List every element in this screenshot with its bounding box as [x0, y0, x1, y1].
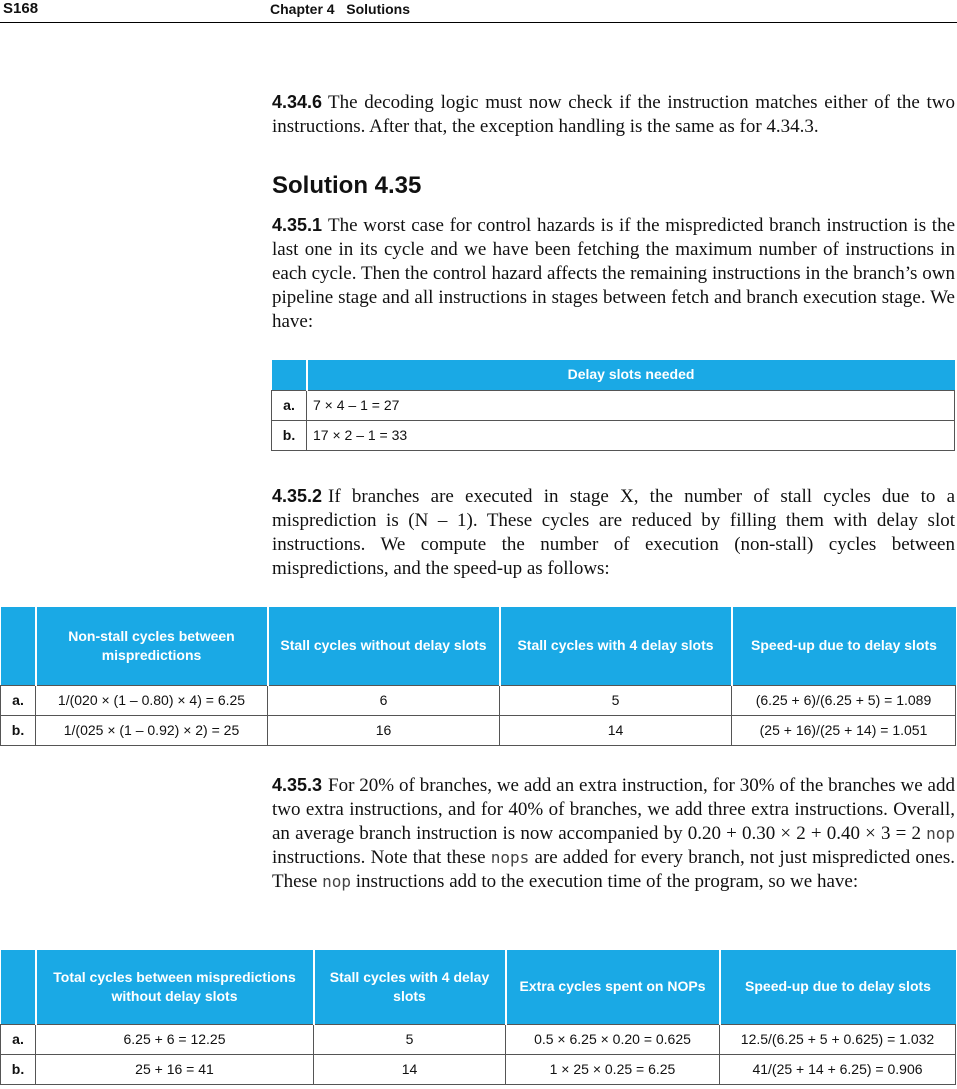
paragraph-number: 4.34.6	[272, 92, 323, 112]
table-row	[1, 715, 956, 745]
table-row	[1, 685, 956, 715]
table-cell: 25 + 16 = 41	[36, 1054, 314, 1084]
paragraph-4-34-6	[272, 90, 955, 139]
table-cell: 1 × 25 × 0.25 = 6.25	[506, 1054, 720, 1084]
table-cell: 1/(020 × (1 – 0.80) × 4) = 6.25	[36, 685, 268, 715]
table-corner	[1, 950, 36, 1024]
row-label: a.	[1, 685, 36, 715]
table-row	[272, 420, 955, 450]
table-row	[1, 1024, 956, 1054]
inline-code: nop	[322, 872, 352, 891]
table-cell: 16	[268, 715, 500, 745]
paragraph-number: 4.35.2	[272, 486, 323, 506]
table-cell: 17 × 2 – 1 = 33	[307, 420, 955, 450]
table-corner	[272, 360, 307, 390]
table-row	[1, 1054, 956, 1084]
table-cell: (25 + 16)/(25 + 14) = 1.051	[732, 715, 956, 745]
solution-title: Solution 4.35	[272, 172, 422, 199]
row-label: b.	[1, 1054, 36, 1084]
paragraph-text: are added for every branch, not just mispredicted ones. These	[272, 847, 956, 892]
paragraph-4-35-3	[272, 773, 955, 894]
paragraph-text: For 20% of branches, we add an extra instruction, for 30% of the branches we add two extra instructions, and for 40% of branches, we add three extra instructions. Overall, an average branch instruction is now accompanied by 0.20 + 0.30 × 2 + 0.40 × 3 = 2	[272, 775, 955, 844]
table-cell: 6	[268, 685, 500, 715]
inline-code: nops	[490, 848, 530, 867]
page-header	[0, 0, 957, 23]
paragraph-4-35-1	[272, 213, 955, 334]
row-label: b.	[272, 420, 307, 450]
table-row	[272, 390, 955, 420]
section-label: Solutions	[346, 1, 411, 17]
inline-code: nop	[926, 824, 956, 843]
table-cell: 41/(25 + 14 + 6.25) = 0.906	[720, 1054, 956, 1084]
column-header: Delay slots needed	[307, 360, 955, 390]
table-cell: 5	[500, 685, 732, 715]
column-header: Speed-up due to delay slots	[720, 950, 956, 1024]
column-header: Non-stall cycles between mispredictions	[36, 607, 268, 685]
column-header: Total cycles between mispredictions without delay slots	[36, 950, 314, 1024]
table-cell: 5	[314, 1024, 506, 1054]
column-header: Stall cycles without delay slots	[268, 607, 500, 685]
table-cell: 7 × 4 – 1 = 27	[307, 390, 955, 420]
table-cell: 14	[500, 715, 732, 745]
table-cell: (6.25 + 6)/(6.25 + 5) = 1.089	[732, 685, 956, 715]
row-label: a.	[1, 1024, 36, 1054]
paragraph-number: 4.35.1	[272, 215, 323, 235]
table-cell: 6.25 + 6 = 12.25	[36, 1024, 314, 1054]
paragraph-number: 4.35.3	[272, 775, 323, 795]
column-header: Stall cycles with 4 delay slots	[314, 950, 506, 1024]
page-number: S168	[3, 0, 39, 17]
table-cell: 12.5/(6.25 + 5 + 0.625) = 1.032	[720, 1024, 956, 1054]
table-cell: 1/(025 × (1 – 0.92) × 2) = 25	[36, 715, 268, 745]
column-header: Extra cycles spent on NOPs	[506, 950, 720, 1024]
chapter-label: Chapter 4	[270, 1, 335, 17]
delay-slots-table	[271, 360, 955, 451]
table-cell: 14	[314, 1054, 506, 1084]
table-cell: 0.5 × 6.25 × 0.20 = 0.625	[506, 1024, 720, 1054]
speedup-table	[0, 607, 956, 746]
paragraph-text: If branches are executed in stage X, the number of stall cycles due to a misprediction is (N – 1). These cycles are reduced by filling them with delay slot instructions. We compute the number of execution (non-stall) cycles between mispredictions, and the speed-up as follows:	[272, 486, 955, 579]
paragraph-text: The decoding logic must now check if the instruction matches either of the two instructions. After that, the exception handling is the same as for 4.34.3.	[272, 92, 955, 137]
nop-speedup-table	[0, 950, 956, 1085]
column-header: Stall cycles with 4 delay slots	[500, 607, 732, 685]
paragraph-text: instructions add to the execution time of the program, so we have:	[355, 871, 859, 892]
column-header: Speed-up due to delay slots	[732, 607, 956, 685]
row-label: b.	[1, 715, 36, 745]
paragraph-4-35-2	[272, 484, 955, 581]
paragraph-text: instructions. Note that these	[272, 847, 486, 868]
running-head	[270, 1, 410, 17]
table-corner	[1, 607, 36, 685]
row-label: a.	[272, 390, 307, 420]
paragraph-text: The worst case for control hazards is if the mispredicted branch instruction is the last one in its cycle and we have been fetching the maximum number of instructions in each cycle. Then the control hazard affects the remaining instructions in the branch’s own pipeline stage and all instructions in stages between fetch and branch execution stage. We have:	[272, 215, 955, 332]
